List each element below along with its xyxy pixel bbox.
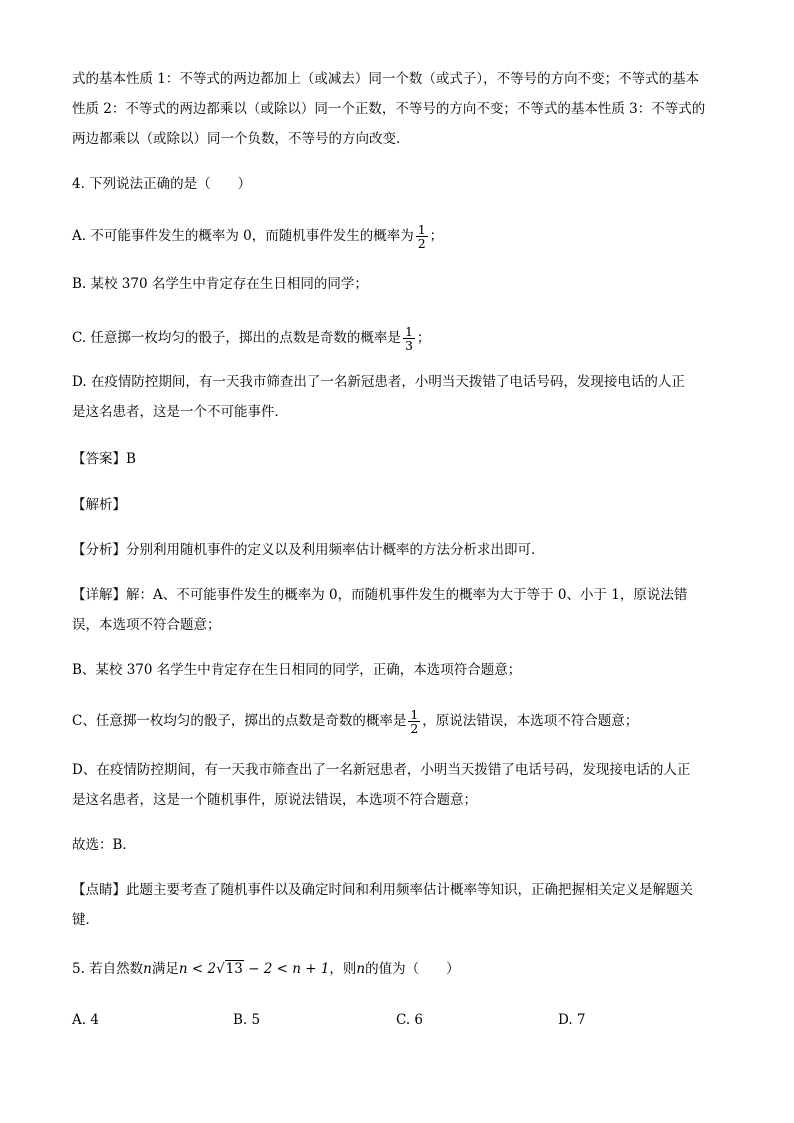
q5-stem-post: 的值为（ ） [365,961,460,977]
detail-c-end: ，原说法错误，本选项不符合题意； [422,713,639,729]
intro-line-2: 性质 2：不等式的两边都乘以（或除以）同一个正数，不等号的方向不变；不等式的基本性质 3：不等式的 [72,101,706,117]
q4-option-d-line-2: 是这名患者，这是一个不可能事件． [72,404,288,420]
fraction-denominator: 2 [410,721,419,736]
fraction-numerator: 1 [410,707,419,722]
xiangjie-line-1 [72,586,687,604]
q5-option-b: B. 5 [233,1012,261,1028]
q5-stem-mid: 满足 [151,961,179,977]
q5-stem-pre: 5. 若自然数 [72,961,144,977]
intro-line-1: 式的基本性质 1：不等式的两边都加上（或减去）同一个数（或式子），不等号的方向不变；不等式的基本 [72,71,700,87]
fraction-one-third [403,325,415,352]
q5-option-a: A. 4 [72,1012,99,1028]
sqrt-symbol: √13 [216,961,243,977]
fenxi-text: 分别利用随机事件的定义以及利用频率估计概率的方法分析求出即可． [126,542,545,558]
fraction-denominator: 3 [404,338,413,353]
q4-stem: 4. 下列说法正确的是（ ） [72,176,252,192]
sqrt-radicand: 13 [225,961,243,977]
q5-stem-mid2: ，则 [329,961,357,977]
q4-option-b: B. 某校 370 名学生中肯定存在生日相同的同学； [72,276,368,292]
q5-stem [72,960,460,978]
fraction-one-half [416,223,428,250]
detail-b: B、某校 370 名学生中肯定存在生日相同的同学，正确，本选项符合题意； [72,662,522,678]
xiangjie-text: 解：A、不可能事件发生的概率为 0，而随机事件发生的概率为大于等于 0、小于 1，原说法错 [126,587,688,603]
detail-d-line-1: D、在疫情防控期间，有一天我市筛查出了一名新冠患者，小明当天拨错了电话号码，发现接电话的人正 [72,762,691,778]
fenxi-tag: 【分析】 [72,542,126,558]
detail-c-text: C、任意掷一枚均匀的骰子，掷出的点数是奇数的概率是 [72,713,407,729]
answer-line [72,450,136,468]
dianjing-line-1 [72,881,693,899]
answer-value: B [126,451,136,467]
dianjing-line-2: 键． [72,912,99,928]
q4-option-a [72,223,443,250]
intro-line-3: 两边都乘以（或除以）同一个负数，不等号的方向改变． [72,131,410,147]
dianjing-text: 此题主要考查了随机事件以及确定时间和利用频率估计概率等知识，正确把握相关定义是解题关 [126,882,693,898]
inequality-right: − 2 < n + 1 [243,961,330,977]
variable-n-2: n [356,961,366,977]
answer-tag: 【答案】 [72,451,126,467]
q4-option-c-text: C. 任意掷一枚均匀的骰子，掷出的点数是奇数的概率是 [72,330,401,346]
fraction-numerator: 1 [417,222,426,237]
dianjing-tag: 【点睛】 [72,882,126,898]
fraction-one-half [408,708,420,735]
q4-option-a-text: A. 不可能事件发生的概率为 0，而随机事件发生的概率为 [72,228,414,244]
fraction-denominator: 2 [417,236,426,251]
variable-n: n [143,961,152,977]
choose-line: 故选：B． [72,837,136,853]
q5-option-c: C. 6 [396,1012,424,1028]
q5-option-d: D. 7 [558,1012,586,1028]
detail-d-line-2: 是这名患者，这是一个随机事件，原说法错误，本选项不符合题意； [72,792,477,808]
fenxi-line [72,541,545,559]
inequality-left: n < 2 [178,961,217,977]
q4-option-a-end: ； [429,228,444,244]
xiangjie-tag: 【详解】 [72,587,126,603]
fraction-numerator: 1 [404,324,413,339]
q4-option-c-end: ； [416,330,431,346]
q4-option-c [72,325,430,352]
q4-option-d-line-1: D. 在疫情防控期间，有一天我市筛查出了一名新冠患者，小明当天拨错了电话号码，发现接电话的人正 [72,374,685,390]
detail-c [72,708,638,735]
xiangjie-line-2: 误，本选项不符合题意； [72,617,221,633]
analysis-tag: 【解析】 [72,497,126,513]
